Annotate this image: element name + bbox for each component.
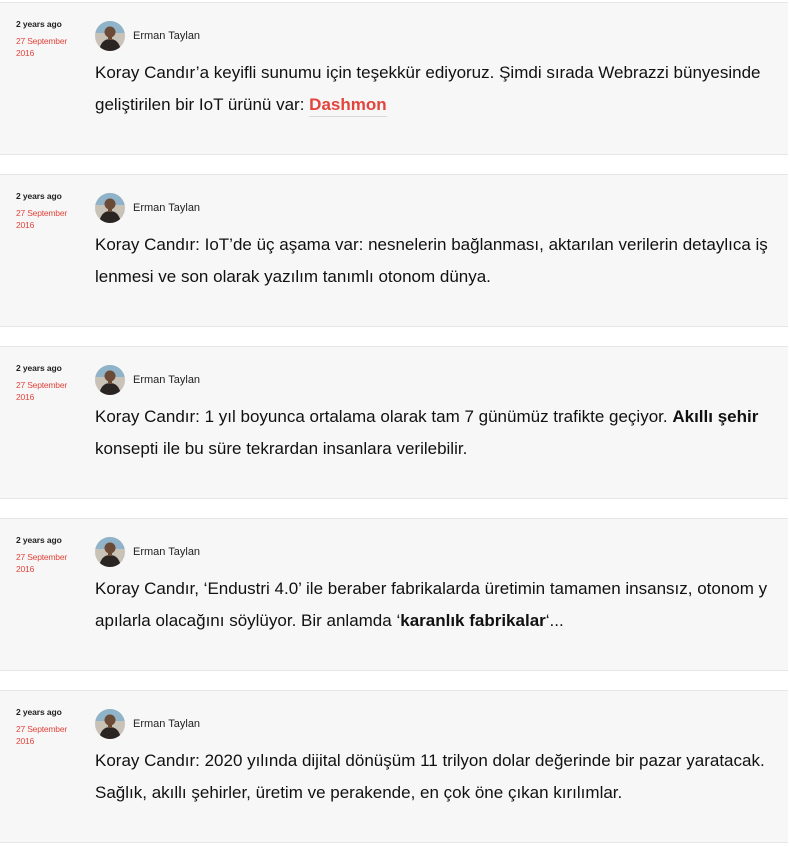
entry-text-part: Koray Candır: 1 yıl boyunca ortalama olarak tam 7 günümüz trafikte geçiyor. [95,407,673,426]
entry-meta [16,191,86,231]
live-entry [0,346,788,499]
date-day-month: 27 September [16,380,67,390]
entry-meta [16,363,86,403]
entry-date[interactable] [16,208,86,231]
author-block [95,708,200,740]
avatar [95,365,125,395]
time-ago: 2 years ago [16,191,62,201]
entry-text [95,57,771,121]
date-year: 2016 [16,219,35,230]
live-entry [0,690,788,843]
date-year: 2016 [16,735,35,746]
entry-text [95,401,771,465]
date-year: 2016 [16,391,35,402]
author-name[interactable]: Erman Taylan [133,30,201,42]
author-name[interactable]: Erman Taylan [133,718,201,730]
author-block [95,364,200,396]
entry-date[interactable] [16,552,86,575]
entry-text: Koray Candır: 2020 yılında dijital dönüşüm 11 trilyon dolar değerinde bir pazar yaratacak. Sağlık, akıllı şehirler, üretim ve perakende, en çok öne çıkan kırılımlar. [95,751,765,802]
live-entry [0,2,788,155]
time-ago: 2 years ago [16,535,62,545]
avatar [95,193,125,223]
entry-text-part: Koray Candır’a keyifli sunumu için teşekkür ediyoruz. Şimdi sırada Webrazzi bünyesinde geliştirilen bir IoT ürünü var: [95,63,761,114]
time-ago: 2 years ago [16,19,62,29]
time-ago: 2 years ago [16,707,62,717]
live-entry [0,518,788,671]
entry-date[interactable] [16,724,86,747]
avatar [95,21,125,51]
entry-text-part: ‘... [545,611,564,630]
author-block [95,192,200,224]
entry-date[interactable] [16,36,86,59]
entry-meta [16,19,86,59]
entry-date[interactable] [16,380,86,403]
date-year: 2016 [16,47,35,58]
dashmon-link[interactable]: Dashmon [309,95,386,117]
date-day-month: 27 September [16,36,67,46]
avatar [95,537,125,567]
time-ago: 2 years ago [16,363,62,373]
entry-text [95,573,771,637]
date-day-month: 27 September [16,208,67,218]
date-year: 2016 [16,563,35,574]
entry-text-bold: karanlık fabrikalar [400,611,546,630]
author-name[interactable]: Erman Taylan [133,374,201,386]
entry-text-part: Koray Candır, ‘Endustri 4.0’ ile beraber fabrikalarda üretimin tamamen insansız, otonom yapılarla olacağını söylüyor. Bir anlamda ‘ [95,579,768,630]
author-name[interactable]: Erman Taylan [133,546,201,558]
entry-text-bold: Akıllı şehir [672,407,759,426]
author-name[interactable]: Erman Taylan [133,202,201,214]
live-entry [0,174,788,327]
entry-meta [16,535,86,575]
date-day-month: 27 September [16,724,67,734]
entry-text: Koray Candır: IoT’de üç aşama var: nesnelerin bağlanması, aktarılan verilerin detaylıca işlenmesi ve son olarak yazılım tanımlı otonom dünya. [95,235,768,286]
author-block [95,20,200,52]
entry-text-part: konsepti ile bu süre tekrardan insanlara verilebilir. [95,439,468,458]
author-block [95,536,200,568]
entry-meta [16,707,86,747]
date-day-month: 27 September [16,552,67,562]
avatar [95,709,125,739]
